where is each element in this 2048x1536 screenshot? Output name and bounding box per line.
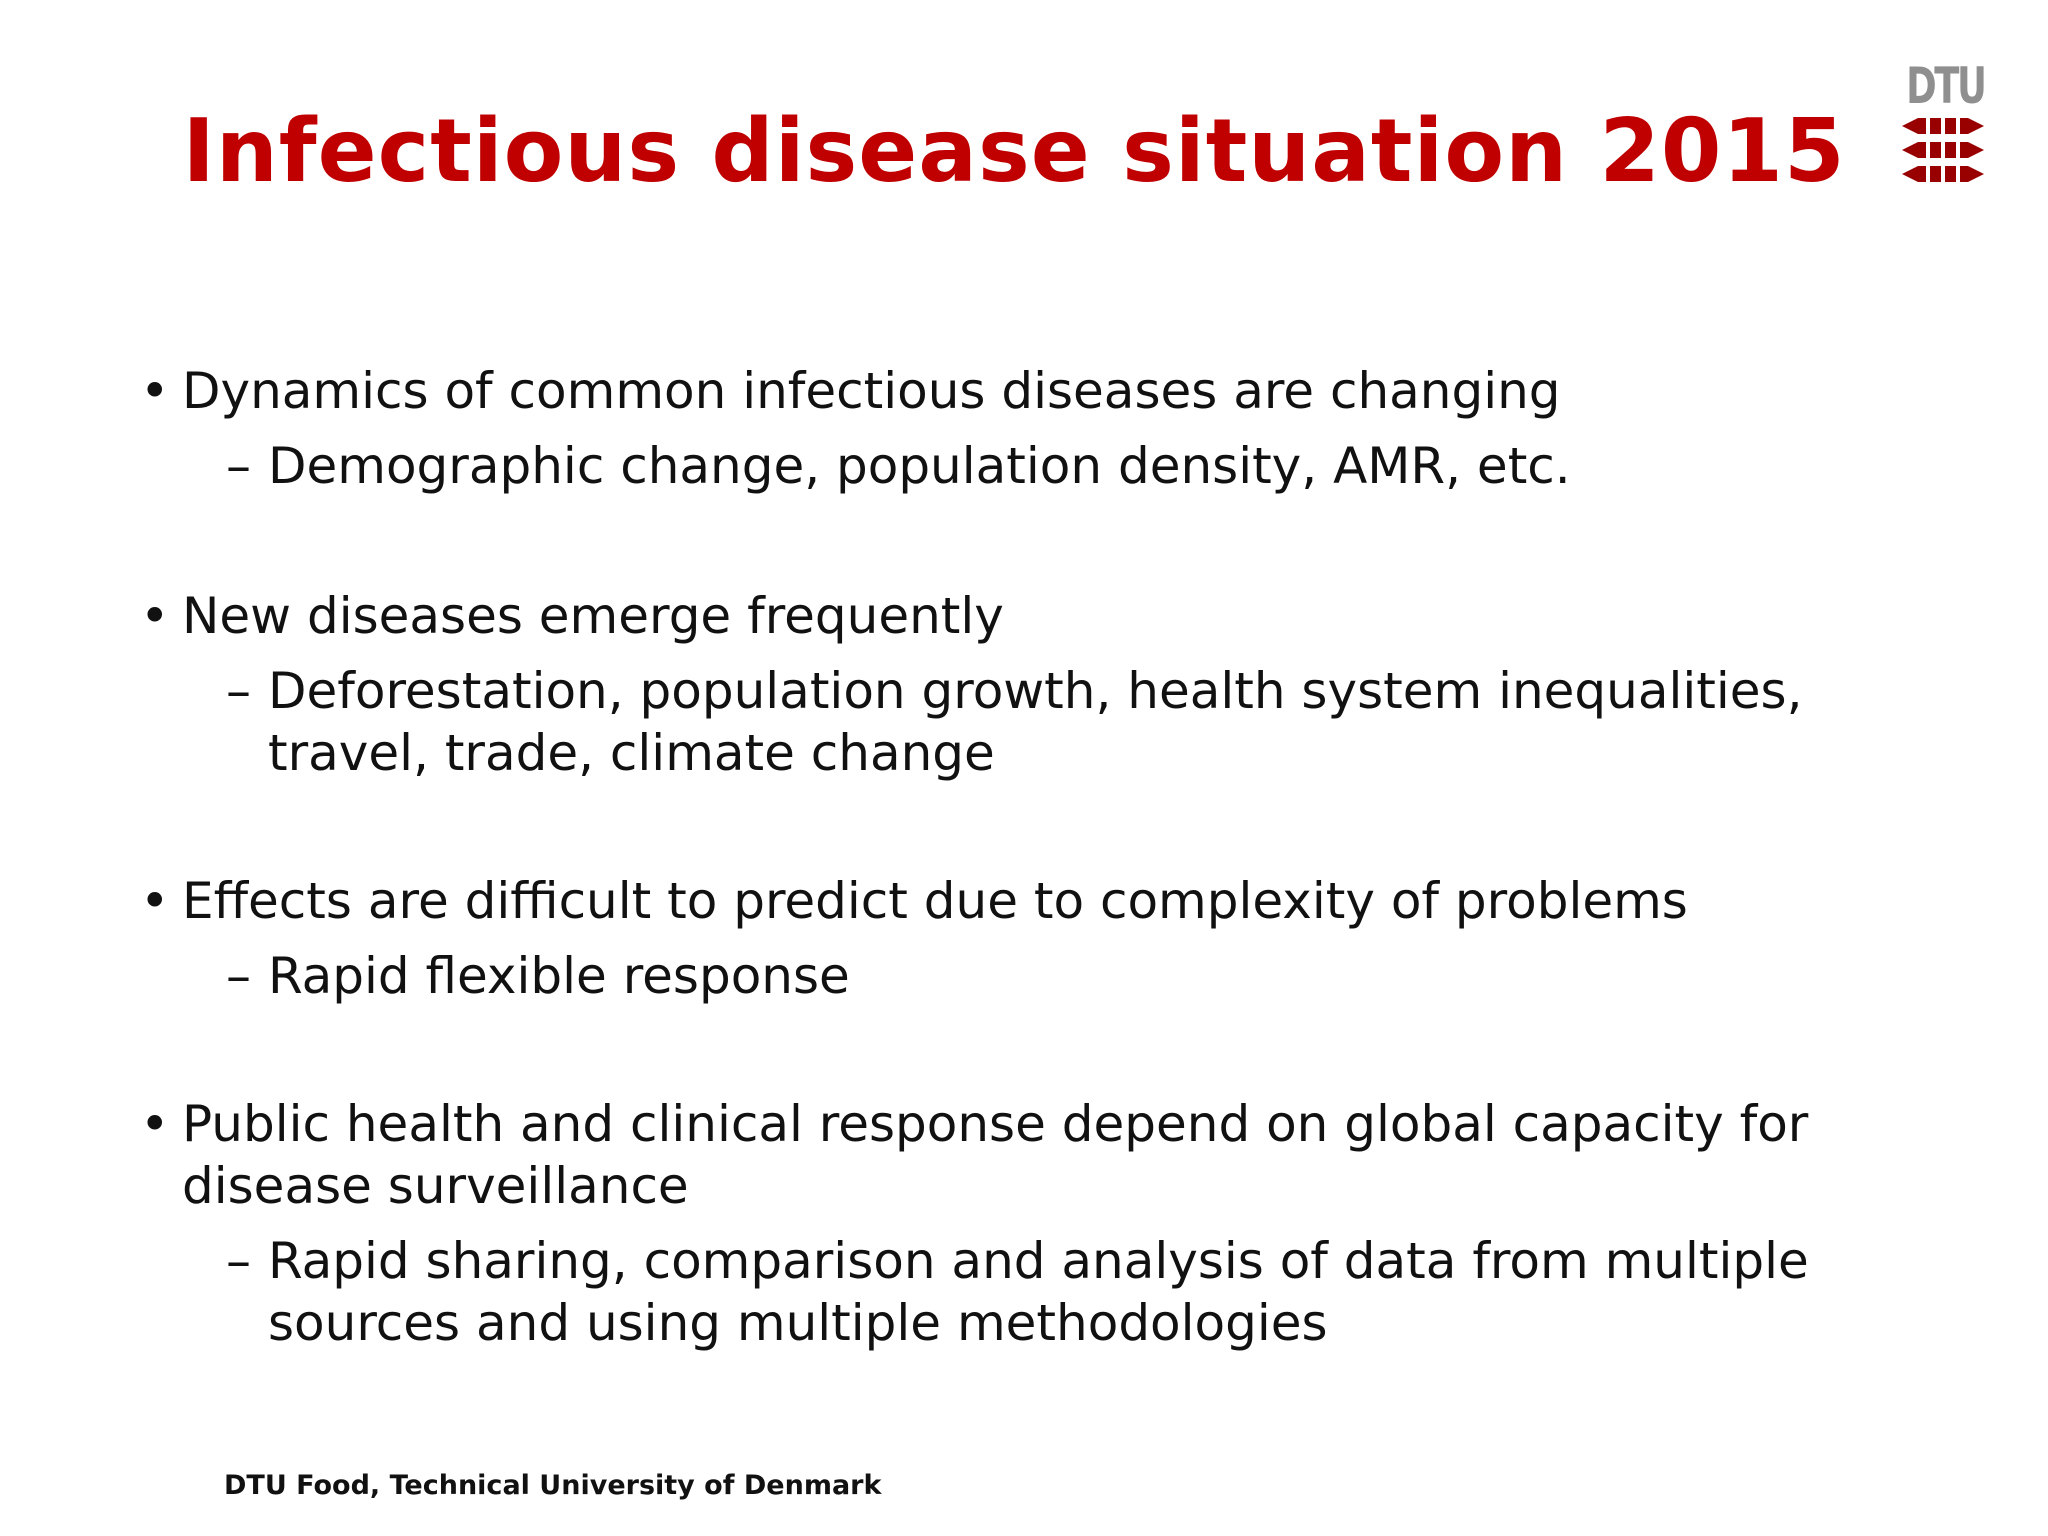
sub-bullet-marker: – — [226, 1232, 251, 1290]
bullet-text: Effects are difficult to predict due to complexity of problems — [182, 872, 1688, 930]
sub-bullet-text: Rapid sharing, comparison and analysis of data from multiple sources and using multiple methodologies — [268, 1232, 1809, 1352]
sub-bullet-text: Rapid flexible response — [268, 947, 850, 1005]
sub-bullet-item — [140, 435, 1880, 497]
bullet-text: New diseases emerge frequently — [182, 587, 1004, 645]
bullet-marker: • — [140, 1095, 170, 1153]
slide-footer: DTU Food, Technical University of Denmark — [224, 1470, 882, 1501]
bullet-marker: • — [140, 872, 170, 930]
bullet-list — [140, 360, 1880, 1440]
bullet-item — [140, 585, 1880, 647]
dtu-logo-text: DTU — [1906, 57, 1985, 115]
bullet-item — [140, 870, 1880, 932]
sub-bullet-item — [140, 945, 1880, 1007]
sub-bullet-text: Deforestation, population growth, health system inequalities, travel, trade, climate change — [268, 662, 1803, 782]
sub-bullet-item — [140, 1230, 1880, 1354]
dtu-logo — [1898, 58, 1988, 188]
sub-bullet-text: Demographic change, population density, AMR, etc. — [268, 437, 1571, 495]
slide-title: Infectious disease situation 2015 — [182, 100, 1846, 202]
dtu-logo-mark-icon — [1898, 118, 1988, 184]
sub-bullet-marker: – — [226, 947, 251, 1005]
sub-bullet-item — [140, 660, 1880, 784]
bullet-group — [140, 1093, 1880, 1354]
bullet-text: Public health and clinical response depend on global capacity for disease surveillance — [182, 1095, 1809, 1215]
bullet-marker: • — [140, 362, 170, 420]
bullet-group — [140, 585, 1880, 784]
bullet-marker: • — [140, 587, 170, 645]
bullet-item — [140, 1093, 1880, 1217]
bullet-group — [140, 360, 1880, 497]
bullet-group — [140, 870, 1880, 1007]
sub-bullet-marker: – — [226, 662, 251, 720]
bullet-item — [140, 360, 1880, 422]
sub-bullet-marker: – — [226, 437, 251, 495]
bullet-text: Dynamics of common infectious diseases are changing — [182, 362, 1561, 420]
